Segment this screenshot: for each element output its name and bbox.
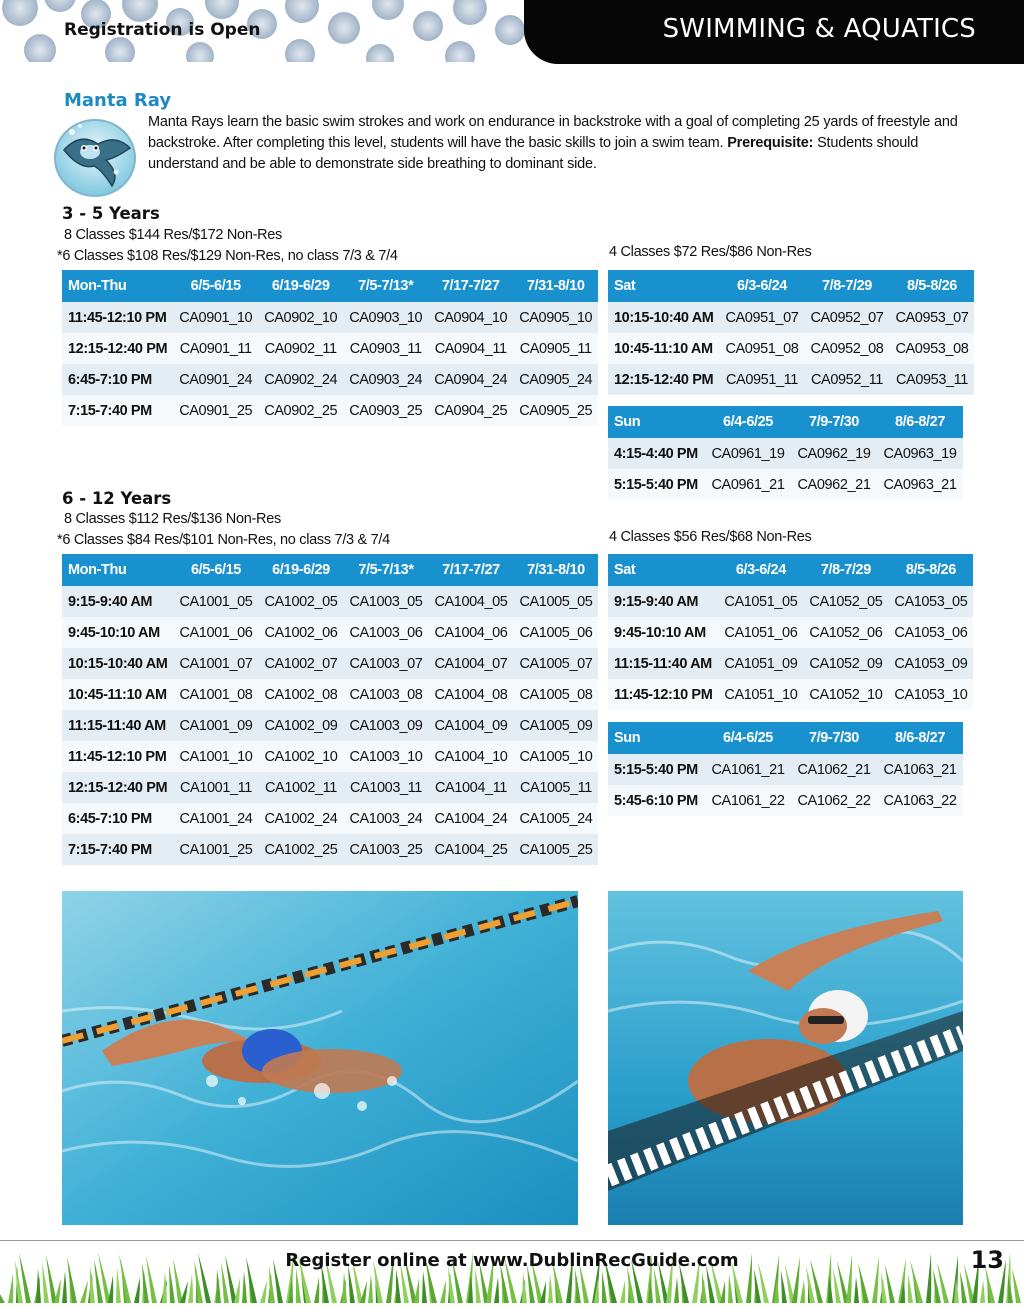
course-code-cell: CA1004_06 (428, 617, 513, 648)
course-code-cell: CA1003_09 (343, 710, 428, 741)
page-number: 13 (970, 1246, 1004, 1274)
level-description (148, 112, 963, 175)
table-row (62, 395, 598, 426)
course-code-cell: CA0953_11 (889, 364, 974, 395)
table-row (62, 803, 598, 834)
course-code-cell: CA0901_24 (173, 364, 258, 395)
course-code-cell: CA1063_22 (877, 785, 963, 816)
day-header: Sun (608, 722, 705, 754)
date-range-header: 8/5-8/26 (888, 554, 973, 586)
course-code-cell: CA0902_10 (258, 302, 343, 333)
course-code-cell: CA1002_09 (258, 710, 343, 741)
time-cell: 11:15-11:40 AM (62, 710, 173, 741)
day-header: Mon-Thu (62, 270, 173, 302)
date-range-header: 7/17-7/27 (428, 270, 513, 302)
course-code-cell: CA1052_09 (803, 648, 888, 679)
course-code-cell: CA0905_25 (513, 395, 598, 426)
time-cell: 11:15-11:40 AM (608, 648, 718, 679)
time-cell: 9:15-9:40 AM (62, 586, 173, 617)
saturday-schedule-table (608, 270, 974, 395)
table-row (608, 648, 973, 679)
table-row (608, 469, 963, 500)
course-code-cell: CA0905_11 (513, 333, 598, 364)
course-code-cell: CA0962_19 (791, 438, 877, 469)
course-code-cell: CA0901_10 (173, 302, 258, 333)
table-row (608, 754, 963, 785)
course-code-cell: CA1052_05 (803, 586, 888, 617)
weekday-schedule-table (62, 554, 598, 865)
course-code-cell: CA1001_07 (173, 648, 258, 679)
date-range-header: 7/31-8/10 (513, 270, 598, 302)
course-code-cell: CA1005_09 (513, 710, 598, 741)
course-code-cell: CA1005_06 (513, 617, 598, 648)
date-range-header: 6/4-6/25 (705, 722, 791, 754)
weekday-schedule-table (62, 270, 598, 426)
table-row (62, 710, 598, 741)
age-group-title: 3 - 5 Years (62, 204, 160, 223)
course-code-cell: CA1004_08 (428, 679, 513, 710)
course-code-cell: CA1003_08 (343, 679, 428, 710)
course-code-cell: CA0903_24 (343, 364, 428, 395)
course-code-cell: CA0962_21 (791, 469, 877, 500)
price-line: *6 Classes $84 Res/$101 Non-Res, no class 7/3 & 7/4 (57, 532, 390, 548)
time-cell: 10:15-10:40 AM (62, 648, 173, 679)
course-code-cell: CA1002_06 (258, 617, 343, 648)
course-code-cell: CA0963_19 (877, 438, 963, 469)
table-row (608, 364, 974, 395)
course-code-cell: CA0904_11 (428, 333, 513, 364)
date-range-header: 6/4-6/25 (705, 406, 791, 438)
course-code-cell: CA0961_19 (705, 438, 791, 469)
date-range-header: 7/5-7/13* (343, 554, 428, 586)
day-header: Sat (608, 554, 718, 586)
course-code-cell: CA1002_10 (258, 741, 343, 772)
swimmer-photo (62, 891, 578, 1225)
table-header-row (608, 554, 973, 586)
course-code-cell: CA1003_11 (343, 772, 428, 803)
course-code-cell: CA0901_25 (173, 395, 258, 426)
course-code-cell: CA1001_09 (173, 710, 258, 741)
table-row (62, 333, 598, 364)
course-code-cell: CA1062_21 (791, 754, 877, 785)
course-code-cell: CA1053_10 (888, 679, 973, 710)
table-row (62, 302, 598, 333)
table-header-row (62, 554, 598, 586)
course-code-cell: CA0952_08 (804, 333, 889, 364)
date-range-header: 6/3-6/24 (718, 554, 803, 586)
course-code-cell: CA1003_24 (343, 803, 428, 834)
age-group-title: 6 - 12 Years (62, 489, 172, 508)
table-row (62, 586, 598, 617)
table-header-row (608, 406, 963, 438)
table-row (62, 834, 598, 865)
course-code-cell: CA1051_06 (718, 617, 803, 648)
date-range-header: 7/17-7/27 (428, 554, 513, 586)
time-cell: 12:15-12:40 PM (62, 333, 173, 364)
price-line: 8 Classes $144 Res/$172 Non-Res (64, 227, 282, 243)
date-range-header: 7/9-7/30 (791, 722, 877, 754)
course-code-cell: CA1003_07 (343, 648, 428, 679)
course-code-cell: CA1004_05 (428, 586, 513, 617)
course-code-cell: CA1001_06 (173, 617, 258, 648)
price-line: 8 Classes $112 Res/$136 Non-Res (64, 511, 281, 527)
course-code-cell: CA0904_25 (428, 395, 513, 426)
table-row (62, 741, 598, 772)
date-range-header: 7/9-7/30 (791, 406, 877, 438)
prerequisite-label: Prerequisite: (727, 135, 814, 151)
course-code-cell: CA1003_25 (343, 834, 428, 865)
course-code-cell: CA1002_11 (258, 772, 343, 803)
course-code-cell: CA0904_10 (428, 302, 513, 333)
course-code-cell: CA0904_24 (428, 364, 513, 395)
table-row (62, 648, 598, 679)
course-code-cell: CA1005_10 (513, 741, 598, 772)
course-code-cell: CA0961_21 (705, 469, 791, 500)
course-code-cell: CA0902_24 (258, 364, 343, 395)
level-title: Manta Ray (64, 90, 172, 111)
prerequisite-text: Students should understand and be able to demonstrate side breathing to dominant side. (148, 135, 919, 172)
time-cell: 11:45-12:10 PM (608, 679, 718, 710)
time-cell: 12:15-12:40 PM (608, 364, 719, 395)
course-code-cell: CA1063_21 (877, 754, 963, 785)
time-cell: 9:15-9:40 AM (608, 586, 718, 617)
course-code-cell: CA1001_08 (173, 679, 258, 710)
course-code-cell: CA1002_07 (258, 648, 343, 679)
course-code-cell: CA1003_05 (343, 586, 428, 617)
time-cell: 11:45-12:10 PM (62, 741, 173, 772)
table-header-row (608, 722, 963, 754)
day-header: Sun (608, 406, 705, 438)
course-code-cell: CA0903_10 (343, 302, 428, 333)
course-code-cell: CA0963_21 (877, 469, 963, 500)
table-row (608, 438, 963, 469)
date-range-header: 6/5-6/15 (173, 270, 258, 302)
table-row (608, 679, 973, 710)
course-code-cell: CA1004_10 (428, 741, 513, 772)
date-range-header: 7/8-7/29 (803, 554, 888, 586)
time-cell: 6:45-7:10 PM (62, 803, 173, 834)
course-code-cell: CA0951_11 (719, 364, 804, 395)
day-header: Mon-Thu (62, 554, 173, 586)
registration-open-label: Registration is Open (64, 20, 261, 40)
footer-rule (0, 1240, 1024, 1241)
course-code-cell: CA0902_25 (258, 395, 343, 426)
course-code-cell: CA0952_11 (804, 364, 889, 395)
course-code-cell: CA1001_24 (173, 803, 258, 834)
course-code-cell: CA1061_21 (705, 754, 791, 785)
course-code-cell: CA1005_08 (513, 679, 598, 710)
table-row (62, 364, 598, 395)
table-row (608, 333, 974, 364)
section-title: SWIMMING & AQUATICS (662, 14, 976, 44)
time-cell: 4:15-4:40 PM (608, 438, 705, 469)
description-text: Manta Rays learn the basic swim strokes and work on endurance in backstroke with a goal of completing 25 yards of freestyle and backstroke. After completing this level, students will have the basic skills to join a swim team. (148, 114, 958, 151)
sunday-schedule-table (608, 722, 963, 816)
time-cell: 10:45-11:10 AM (608, 333, 719, 364)
time-cell: 7:15-7:40 PM (62, 834, 173, 865)
course-code-cell: CA1002_24 (258, 803, 343, 834)
time-cell: 5:15-5:40 PM (608, 754, 705, 785)
course-code-cell: CA1004_25 (428, 834, 513, 865)
backstroke-photo (608, 891, 963, 1225)
table-row (62, 679, 598, 710)
course-code-cell: CA1002_25 (258, 834, 343, 865)
course-code-cell: CA0951_07 (719, 302, 804, 333)
table-row (608, 785, 963, 816)
table-row (62, 772, 598, 803)
course-code-cell: CA0903_25 (343, 395, 428, 426)
course-code-cell: CA0953_07 (889, 302, 974, 333)
price-line: *6 Classes $108 Res/$129 Non-Res, no class 7/3 & 7/4 (57, 248, 398, 264)
weekend-price-line: 4 Classes $56 Res/$68 Non-Res (609, 529, 812, 545)
course-code-cell: CA1053_05 (888, 586, 973, 617)
date-range-header: 8/5-8/26 (889, 270, 974, 302)
manta-ray-icon (50, 114, 140, 198)
date-range-header: 7/31-8/10 (513, 554, 598, 586)
date-range-header: 6/3-6/24 (719, 270, 804, 302)
course-code-cell: CA1062_22 (791, 785, 877, 816)
course-code-cell: CA1002_05 (258, 586, 343, 617)
course-code-cell: CA1005_11 (513, 772, 598, 803)
weekend-price-line: 4 Classes $72 Res/$86 Non-Res (609, 244, 812, 260)
course-code-cell: CA1061_22 (705, 785, 791, 816)
day-header: Sat (608, 270, 719, 302)
course-code-cell: CA1003_06 (343, 617, 428, 648)
course-code-cell: CA1001_05 (173, 586, 258, 617)
course-code-cell: CA1004_11 (428, 772, 513, 803)
course-code-cell: CA1001_10 (173, 741, 258, 772)
saturday-schedule-table (608, 554, 973, 710)
course-code-cell: CA0905_24 (513, 364, 598, 395)
table-row (608, 586, 973, 617)
date-range-header: 6/19-6/29 (258, 554, 343, 586)
date-range-header: 6/5-6/15 (173, 554, 258, 586)
table-row (62, 617, 598, 648)
time-cell: 5:15-5:40 PM (608, 469, 705, 500)
time-cell: 12:15-12:40 PM (62, 772, 173, 803)
date-range-header: 7/5-7/13* (343, 270, 428, 302)
time-cell: 7:15-7:40 PM (62, 395, 173, 426)
course-code-cell: CA1002_08 (258, 679, 343, 710)
course-code-cell: CA1051_05 (718, 586, 803, 617)
course-code-cell: CA1001_11 (173, 772, 258, 803)
date-range-header: 6/19-6/29 (258, 270, 343, 302)
course-code-cell: CA1004_24 (428, 803, 513, 834)
time-cell: 10:45-11:10 AM (62, 679, 173, 710)
course-code-cell: CA1052_06 (803, 617, 888, 648)
course-code-cell: CA1005_07 (513, 648, 598, 679)
course-code-cell: CA1053_06 (888, 617, 973, 648)
time-cell: 5:45-6:10 PM (608, 785, 705, 816)
course-code-cell: CA1001_25 (173, 834, 258, 865)
course-code-cell: CA0902_11 (258, 333, 343, 364)
table-header-row (62, 270, 598, 302)
course-code-cell: CA1051_10 (718, 679, 803, 710)
course-code-cell: CA1003_10 (343, 741, 428, 772)
date-range-header: 8/6-8/27 (877, 406, 963, 438)
course-code-cell: CA1053_09 (888, 648, 973, 679)
course-code-cell: CA0901_11 (173, 333, 258, 364)
course-code-cell: CA0905_10 (513, 302, 598, 333)
date-range-header: 7/8-7/29 (804, 270, 889, 302)
table-row (608, 302, 974, 333)
time-cell: 6:45-7:10 PM (62, 364, 173, 395)
course-code-cell: CA0951_08 (719, 333, 804, 364)
time-cell: 9:45-10:10 AM (608, 617, 718, 648)
time-cell: 9:45-10:10 AM (62, 617, 173, 648)
course-code-cell: CA0952_07 (804, 302, 889, 333)
time-cell: 11:45-12:10 PM (62, 302, 173, 333)
register-online-text: Register online at www.DublinRecGuide.com (285, 1250, 739, 1271)
course-code-cell: CA0953_08 (889, 333, 974, 364)
course-code-cell: CA1005_25 (513, 834, 598, 865)
course-code-cell: CA1051_09 (718, 648, 803, 679)
sunday-schedule-table (608, 406, 963, 500)
course-code-cell: CA1004_09 (428, 710, 513, 741)
course-code-cell: CA1004_07 (428, 648, 513, 679)
course-code-cell: CA1052_10 (803, 679, 888, 710)
table-row (608, 617, 973, 648)
table-header-row (608, 270, 974, 302)
date-range-header: 8/6-8/27 (877, 722, 963, 754)
course-code-cell: CA0903_11 (343, 333, 428, 364)
time-cell: 10:15-10:40 AM (608, 302, 719, 333)
course-code-cell: CA1005_24 (513, 803, 598, 834)
course-code-cell: CA1005_05 (513, 586, 598, 617)
